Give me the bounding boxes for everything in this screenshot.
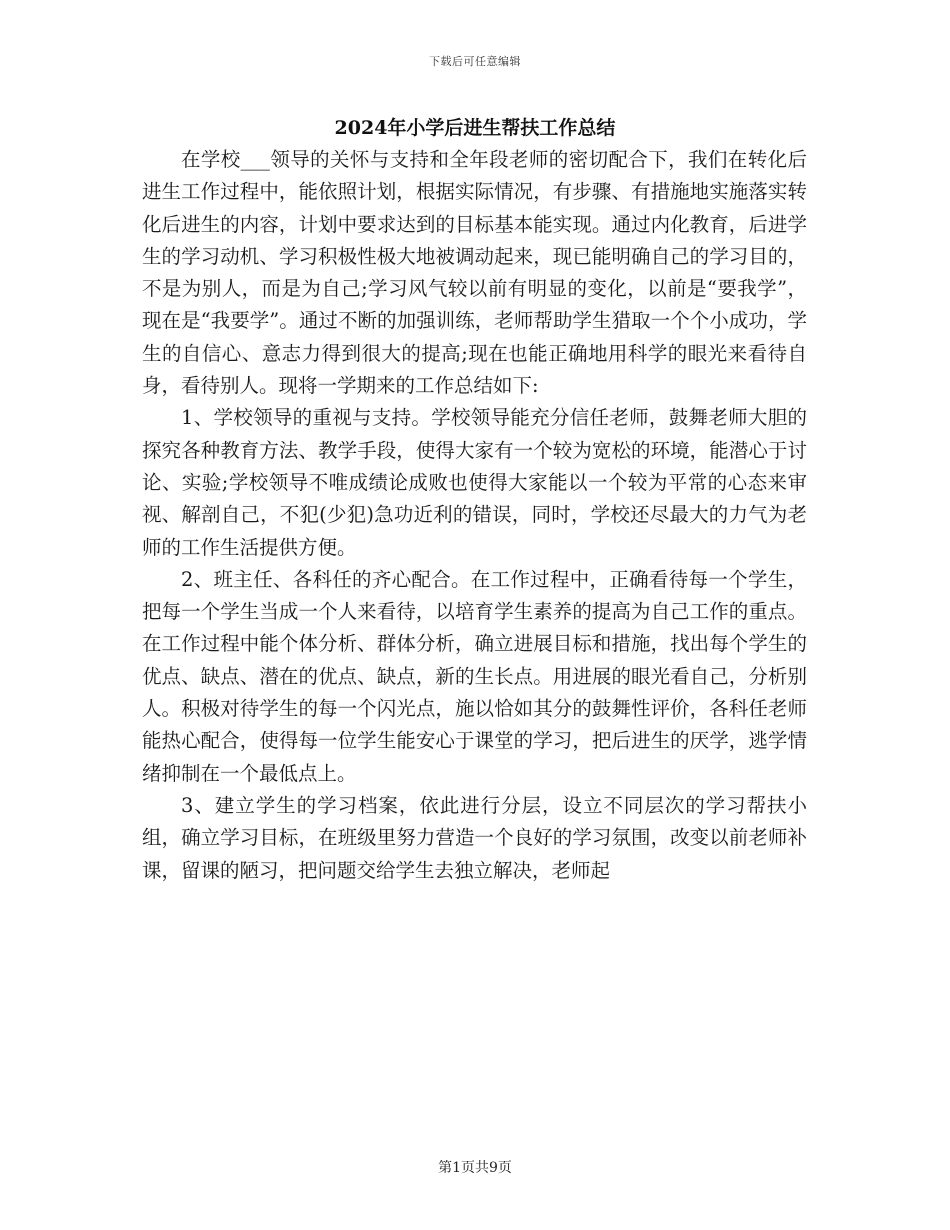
header-note: 下载后可任意编辑 xyxy=(429,55,521,68)
page-number: 第1页共9页 xyxy=(438,1160,512,1176)
paragraph-intro: 在学校___领导的关怀与支持和全年段老师的密切配合下，我们在转化后进生工作过程中，能依照计划，根据实际情况，有步骤、有措施地实施落实转化后进生的内容，计划中要求达到的目标基本能实现。通过内化教育，后进学生的学习动机、学习积极性极大地被调动起来，现已能明确自己的学习目的，不是为别人，而是为自己;学习风气较以前有明显的变化，以前是“要我学”，现在是“我要学”。通过不断的加强训练，老师帮助学生猎取一个个小成功，学生的自信心、意志力得到很大的提高;现在也能正确地用科学的眼光来看待自身，看待别人。现将一学期来的工作总结如下: xyxy=(142,148,807,398)
paragraph-item-3: 3、建立学生的学习档案，依此进行分层，设立不同层次的学习帮扶小组，确立学习目标，在班级里努力营造一个良好的学习氛围，改变以前老师补课，留课的陋习，把问题交给学生去独立解决，老师起 xyxy=(142,793,807,882)
document-body xyxy=(142,144,807,887)
paragraph-item-2: 2、班主任、各科任的齐心配合。在工作过程中，正确看待每一个学生，把每一个学生当成一个人来看待，以培育学生素养的提高为自己工作的重点。在工作过程中能个体分析、群体分析，确立进展目标和措施，找出每个学生的优点、缺点、潜在的优点、缺点，新的生长点。用进展的眼光看自己，分析别人。积极对待学生的每一个闪光点，施以恰如其分的鼓舞性评价，各科任老师能热心配合，使得每一位学生能安心于课堂的学习，把后进生的厌学，逃学情绪抑制在一个最低点上。 xyxy=(142,567,807,785)
paragraph-item-1: 1、学校领导的重视与支持。学校领导能充分信任老师，鼓舞老师大胆的探究各种教育方法、教学手段，使得大家有一个较为宽松的环境，能潜心于讨论、实验;学校领导不唯成绩论成败也使得大家能以一个较为平常的心态来审视、解剖自己，不犯(少犯)急功近利的错误，同时，学校还尽最大的力气为老师的工作生活提供方便。 xyxy=(142,406,807,559)
document-title: 2024年小学后进生帮扶工作总结 xyxy=(334,117,616,139)
